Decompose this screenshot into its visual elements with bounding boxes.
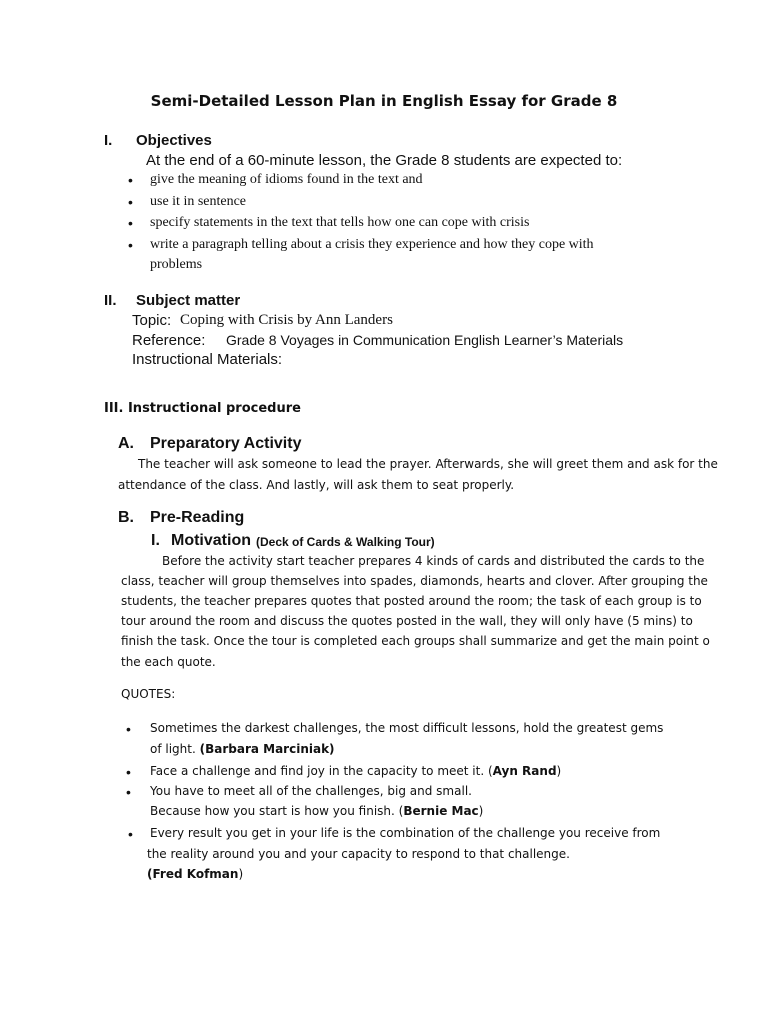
quote-line: Because how you start is how you finish. (Bernie Mac) <box>150 804 484 818</box>
motivation-line: the each quote. <box>121 655 216 669</box>
motivation-line: Before the activity start teacher prepares 4 kinds of cards and distributed the cards to the <box>162 554 705 568</box>
bullet-icon: • <box>126 764 131 780</box>
objective-item: use it in sentence <box>150 194 247 209</box>
topic-label: Topic: <box>132 312 172 329</box>
bullet-icon: • <box>126 784 131 800</box>
quote-line: the reality around you and your capacity to respond to that challenge. <box>147 847 570 861</box>
topic-value: Coping with Crisis by Ann Landers <box>180 312 393 328</box>
quote-line: Face a challenge and find joy in the capacity to meet it. (Ayn Rand) <box>150 764 562 778</box>
quote-author: Bernie Mac <box>403 804 479 818</box>
objective-item-continued: problems <box>150 257 203 272</box>
section-heading-procedure: III. Instructional procedure <box>104 401 301 416</box>
quote-line: You have to meet all of the challenges, big and small. <box>150 784 472 798</box>
quote-line: Every result you get in your life is the combination of the challenge you receive from <box>150 826 661 840</box>
bullet-icon: • <box>128 194 133 210</box>
objective-item: write a paragraph telling about a crisis they experience and how they cope with <box>150 237 594 252</box>
subsection-label-b: B. <box>118 509 134 526</box>
section-numeral-objectives: I. <box>104 132 113 149</box>
motivation-line: finish the task. Once the tour is completed each groups shall summarize and get the main point o <box>121 634 710 648</box>
motivation-line: students, the teacher prepares quotes that posted around the room; the task of each group is to <box>121 594 702 608</box>
bullet-icon: • <box>128 172 133 188</box>
subsection-label-a: A. <box>118 435 134 452</box>
section-heading-subject-matter: Subject matter <box>136 292 241 309</box>
motivation-subtitle: (Deck of Cards & Walking Tour) <box>256 535 435 549</box>
materials-label: Instructional Materials: <box>132 351 283 368</box>
quotes-heading: QUOTES: <box>121 687 176 701</box>
paragraph-line: The teacher will ask someone to lead the prayer. Afterwards, she will greet them and ask for the <box>138 457 718 471</box>
quote-author: (Fred Kofman <box>147 867 239 881</box>
reference-value: Grade 8 Voyages in Communication English Learner’s Materials <box>226 332 624 348</box>
objective-item: give the meaning of idioms found in the text and <box>150 172 423 187</box>
objectives-intro: At the end of a 60-minute lesson, the Grade 8 students are expected to: <box>146 152 623 169</box>
bullet-icon: • <box>126 721 131 737</box>
quote-line: (Fred Kofman) <box>147 867 244 881</box>
paragraph-line: attendance of the class. And lastly, will ask them to seat properly. <box>118 478 515 492</box>
subsection-heading-prereading: Pre-Reading <box>150 509 245 526</box>
motivation-line: tour around the room and discuss the quotes posted in the wall, they will only have (5 mins) to <box>121 614 693 628</box>
motivation-line: class, teacher will group themselves into spades, diamonds, hearts and clover. After grouping the <box>121 574 708 588</box>
quote-author: (Barbara Marciniak) <box>199 742 335 756</box>
quote-line: of light. (Barbara Marciniak) <box>150 742 335 756</box>
motivation-heading: Motivation <box>171 532 251 549</box>
bullet-icon: • <box>128 237 133 253</box>
subsection-heading-preparatory: Preparatory Activity <box>150 435 302 452</box>
reference-label: Reference: <box>132 332 206 349</box>
section-heading-objectives: Objectives <box>136 132 212 149</box>
objective-item: specify statements in the text that tells how one can cope with crisis <box>150 215 530 230</box>
bullet-icon: • <box>128 826 133 842</box>
page-title: Semi-Detailed Lesson Plan in English Essay for Grade 8 <box>150 92 618 110</box>
quote-line: Sometimes the darkest challenges, the most difficult lessons, hold the greatest gems <box>150 721 664 735</box>
quote-author: Ayn Rand <box>492 764 557 778</box>
bullet-icon: • <box>128 215 133 231</box>
section-numeral-subject-matter: II. <box>104 292 117 309</box>
motivation-numeral: I. <box>151 532 160 549</box>
